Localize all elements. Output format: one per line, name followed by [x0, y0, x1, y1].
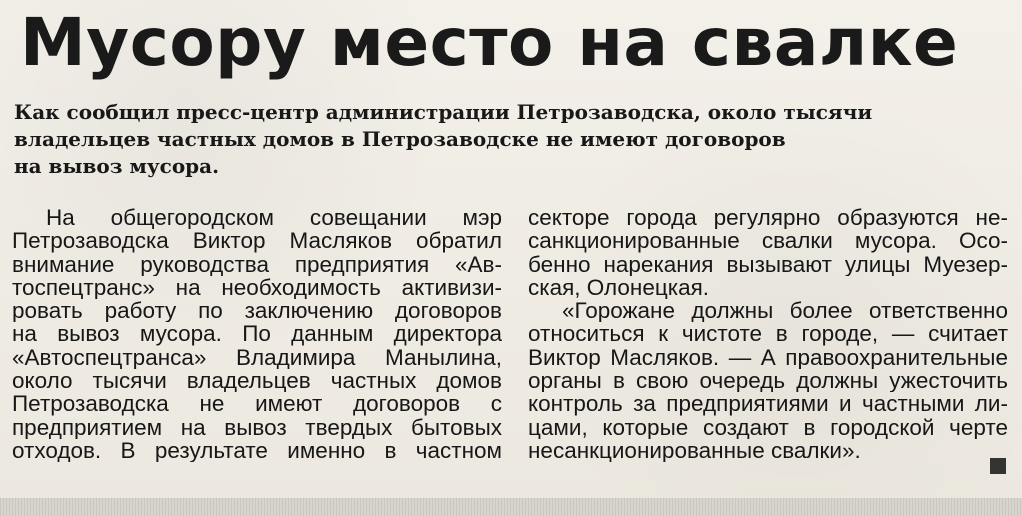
article-headline: Мусору место на свалке [20, 4, 959, 81]
text-line: ская, Олонецкая. [528, 275, 710, 300]
text-line: Петрозаводска не имеют договоров с [12, 392, 502, 416]
text-line: «Горожане должны более ответственно [562, 299, 1008, 323]
lead-line: на вывоз мусора. [14, 154, 220, 178]
text-line: Виктор Масляков. — А правоохранительные [528, 345, 1008, 370]
left-column [12, 206, 502, 462]
article-lead [14, 99, 1004, 180]
text-line: органы в свою очередь должны ужесточить [528, 369, 1008, 393]
text-line: санкционированные свалки мусора. Осо- [528, 229, 1008, 253]
text-line: секторе города регулярно образуются не- [528, 206, 1008, 230]
text-line: несанкционированные свалки». [528, 438, 861, 463]
text-line: ровать работу по заключению договоров [12, 299, 502, 323]
lead-line: владельцев частных домов в Петрозаводске не имеют договоров [14, 127, 786, 151]
text-line: около тысячи владельцев частных домов [12, 369, 502, 393]
end-square-icon [990, 458, 1006, 474]
text-line: тоспецтранс» на необходимость активизи- [12, 275, 502, 300]
text-line: относиться к чистоте в городе, — считает [528, 322, 1008, 346]
text-line: отходов. В результате именно в частном [12, 438, 502, 463]
right-column [528, 206, 1008, 462]
text-line: предприятием на вывоз твердых бытовых [12, 415, 502, 439]
text-line: на вывоз мусора. По данным директора [12, 322, 502, 346]
lead-line: Как сообщил пресс-центр администрации Петрозаводска, около тысячи [14, 100, 873, 124]
text-line: цами, которые создают в городской черте [528, 415, 1008, 439]
bottom-strip [0, 498, 1022, 516]
text-line: бенно нарекания вызывают улицы Муезер- [528, 252, 1008, 276]
text-line: внимание руководства предприятия «Ав- [12, 252, 502, 276]
text-line: «Автоспецтранса» Владимира Манылина, [12, 345, 502, 370]
text-line: контроль за предприятиями и частными ли- [528, 392, 1008, 416]
text-line: На общегородском совещании мэр [46, 206, 502, 230]
text-line: Петрозаводска Виктор Масляков обратил [12, 229, 502, 253]
